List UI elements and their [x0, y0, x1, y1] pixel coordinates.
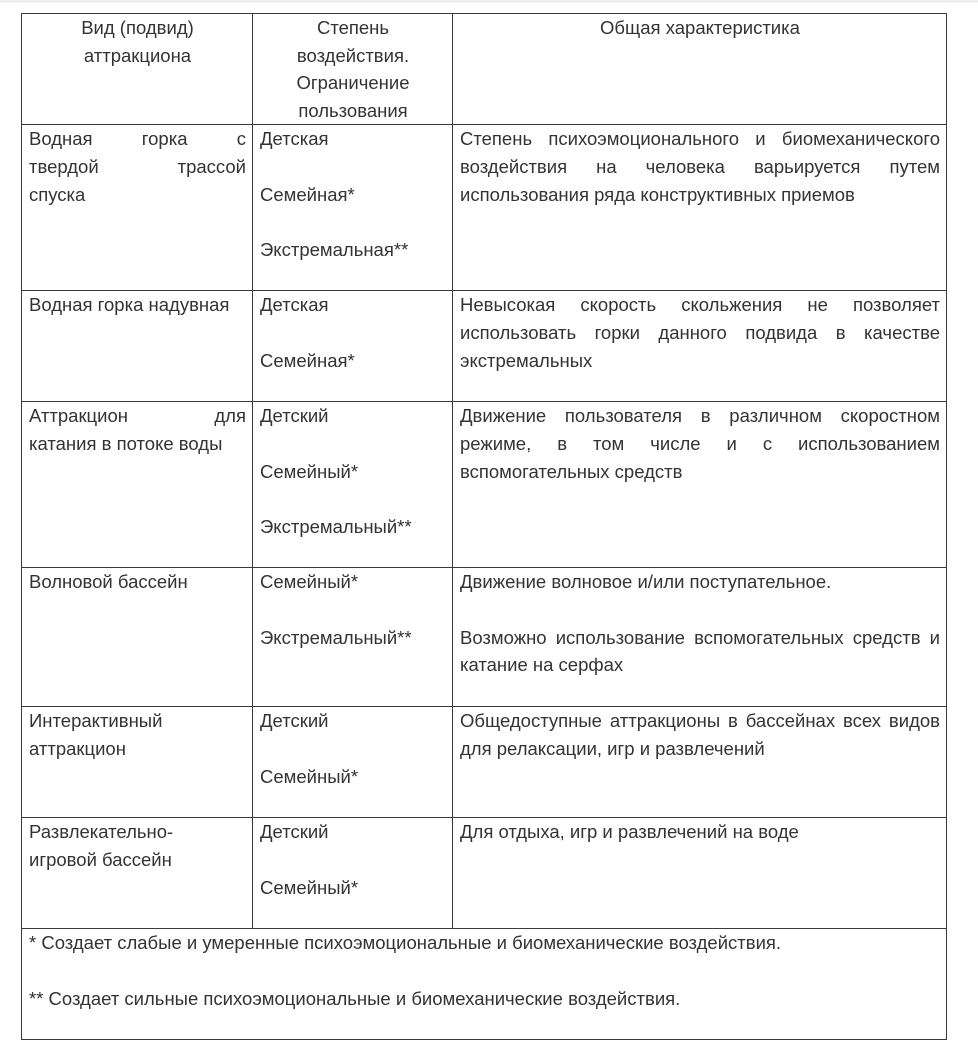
degree-item: Семейный* [260, 876, 359, 898]
impact-degree-cell [253, 291, 453, 402]
header-attraction-type [22, 14, 253, 125]
characteristic-text: Возможно использование вспомогательных средств и катание на серфах [460, 626, 940, 676]
header-general-characteristic [453, 14, 947, 125]
degree-item: Семейный* [260, 460, 359, 482]
degree-item: Детский [260, 405, 329, 427]
characteristic-text: Общедоступные аттракционы в бассейнах всех видов для релаксации, игр и развлечений [460, 710, 940, 759]
type-line: Водная горка с [29, 128, 246, 150]
footnotes-cell [22, 929, 947, 1040]
header-line: Ограничение [296, 72, 410, 94]
notes-row [22, 929, 947, 1040]
characteristic-text: Движение волновое и/или поступательное. [460, 571, 832, 593]
impact-degree-cell [253, 402, 453, 568]
characteristic-cell [453, 402, 947, 568]
degree-item: Семейная* [260, 183, 355, 205]
footnote-double-star: ** Создает сильные психоэмоциональные и биомеханические воздействия. [29, 987, 681, 1009]
degree-item: Детская [260, 294, 329, 316]
impact-degree-cell [253, 568, 453, 707]
table-row [22, 568, 947, 707]
header-line: воздействия. [296, 44, 410, 66]
table-row [22, 818, 947, 929]
header-line: аттракциона [83, 44, 192, 66]
table-row [22, 125, 947, 291]
degree-item: Семейный* [260, 571, 359, 593]
type-line: Волновой бассейн [29, 571, 188, 593]
type-line: твердой трассой [29, 155, 246, 177]
table-row [22, 291, 947, 402]
degree-item: Семейная* [260, 349, 355, 371]
impact-degree-cell [253, 125, 453, 291]
degree-item: Детский [260, 710, 329, 732]
degree-item: Детский [260, 821, 329, 843]
characteristic-cell [453, 125, 947, 291]
characteristic-cell [453, 818, 947, 929]
type-line: Развлекательно- [29, 821, 174, 843]
footnote-single-star: * Создает слабые и умеренные психоэмоциональные и биомеханические воздействия. [29, 932, 782, 954]
top-divider [0, 0, 978, 3]
table-row [22, 707, 947, 818]
degree-item: Детская [260, 128, 329, 150]
attraction-type-cell [22, 707, 253, 818]
attraction-type-cell [22, 568, 253, 707]
degree-item: Экстремальный** [260, 515, 412, 537]
header-line: Общая характеристика [600, 17, 800, 38]
table-header-row [22, 14, 947, 125]
degree-item: Семейный* [260, 765, 359, 787]
characteristic-cell [453, 291, 947, 402]
attraction-type-cell [22, 402, 253, 568]
characteristic-text: Движение пользователя в различном скоростном режиме, в том числе и с использованием вспомогательных средств [460, 405, 940, 482]
type-line: игровой бассейн [29, 848, 172, 870]
table-row [22, 402, 947, 568]
characteristic-cell [453, 568, 947, 707]
type-line: Аттракцион для [29, 405, 246, 427]
attraction-type-cell [22, 125, 253, 291]
characteristic-text: Невысокая скорость скольжения не позволяет использовать горки данного подвида в качестве экстремальных [460, 294, 940, 371]
impact-degree-cell [253, 707, 453, 818]
degree-item: Экстремальный** [260, 626, 412, 648]
header-impact-degree [253, 14, 453, 125]
header-line: пользования [298, 99, 408, 121]
characteristic-text: Степень психоэмоционального и биомеханического воздействия на человека варьируется путем использования ряда конструктивных приемов [460, 128, 940, 205]
attraction-type-cell [22, 291, 253, 402]
impact-degree-cell [253, 818, 453, 929]
attraction-type-cell [22, 818, 253, 929]
type-line: катания в потоке воды [29, 432, 223, 454]
type-line: Интерактивный [29, 710, 163, 732]
characteristic-text: Для отдыха, игр и развлечений на воде [460, 821, 799, 843]
type-line: спуска [29, 183, 86, 205]
type-line: Водная горка надувная [29, 294, 230, 316]
attractions-table [21, 13, 947, 1040]
characteristic-cell [453, 707, 947, 818]
type-line: аттракцион [29, 737, 126, 759]
degree-item: Экстремальная** [260, 238, 409, 260]
header-line: Вид (подвид) [81, 17, 194, 38]
header-line: Степень [316, 17, 390, 38]
